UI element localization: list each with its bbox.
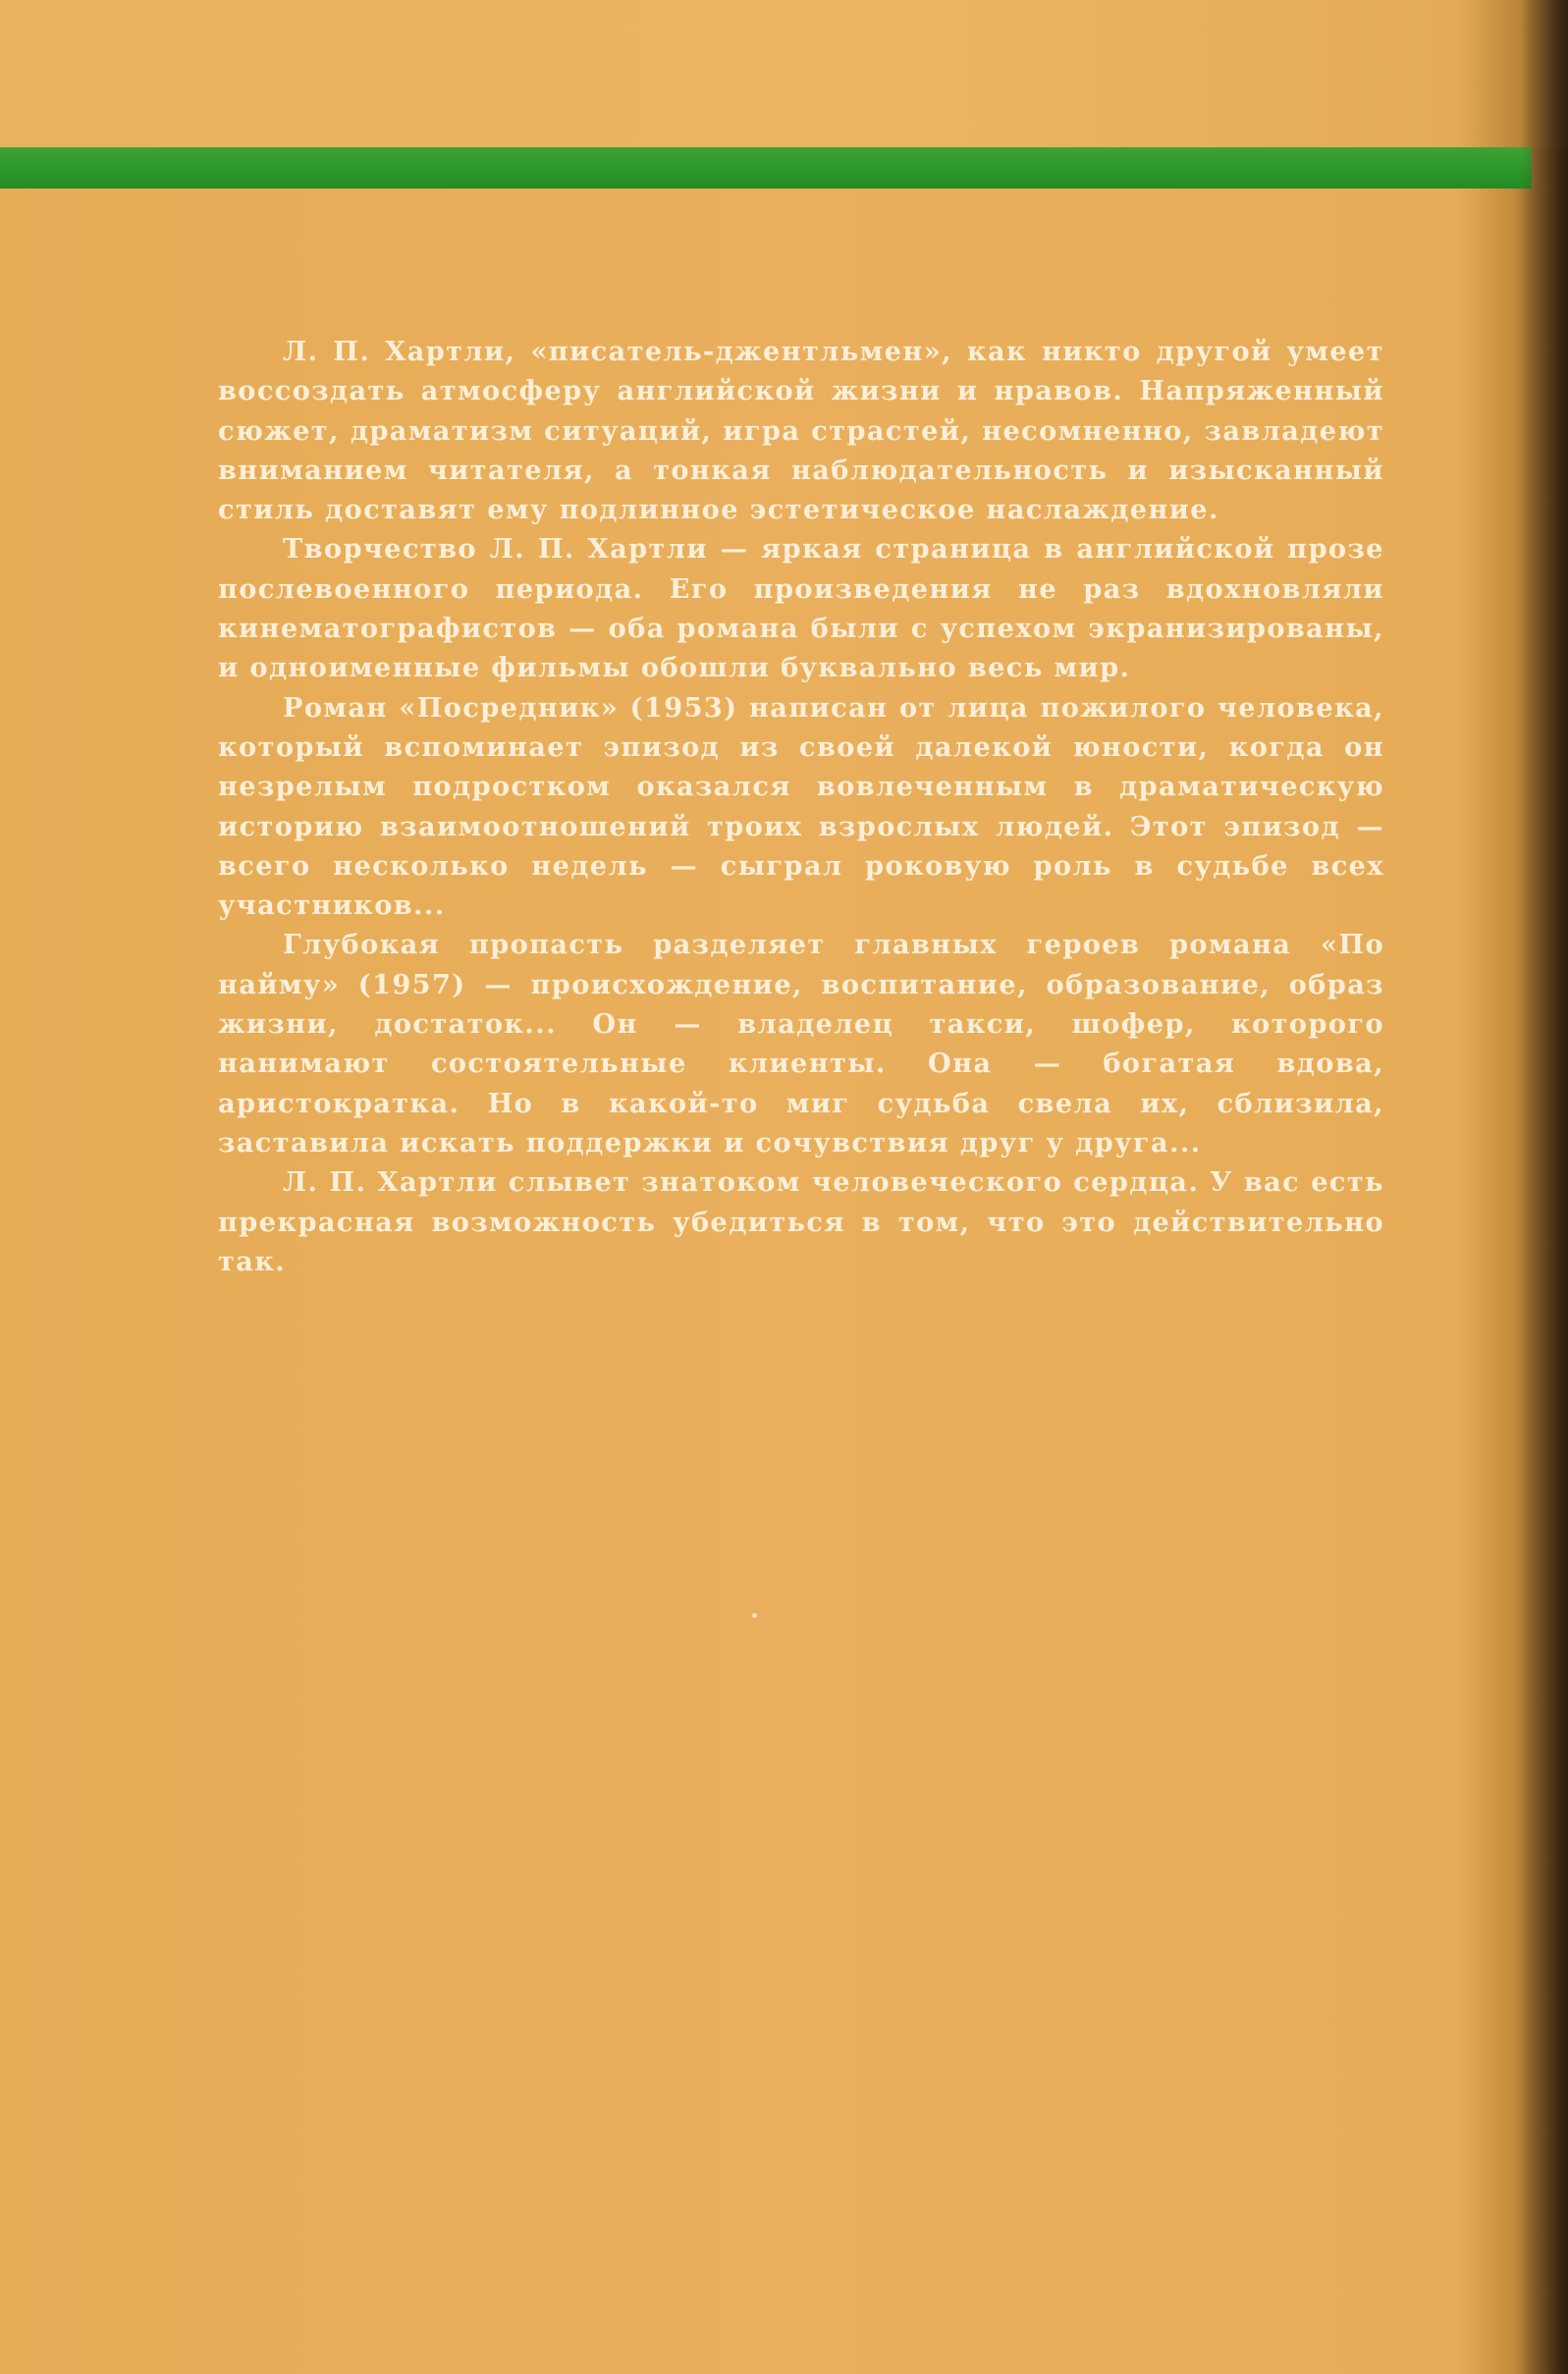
top-band <box>0 0 1568 147</box>
blurb-paragraph-intro: Л. П. Хартли, «писатель-джентльмен», как никто другой умеет воссоздать атмосферу английской жизни и нравов. Напряженный сюжет, драматизм ситуаций, игра страстей, несомненно, завладеют вниманием читателя, а тонкая наблюдательность и изысканный стиль доставят ему подлинное эстетическое наслаждение. <box>218 336 1384 526</box>
blurb-paragraph-oeuvre: Творчество Л. П. Хартли — яркая страница в английской прозе послевоенного периода. Его произведения не раз вдохновляли кинематографистов — оба романа были с успехом экранизированы, и одноименные фильмы обошли буквально весь мир. <box>218 533 1384 684</box>
blurb-paragraph-go-between: Роман «Посредник» (1953) написан от лица пожилого человека, который вспоминает эпизод из своей далекой юности, когда он незрелым подростком оказался вовлеченным в драматическую историю взаимоотношений троих взрослых людей. Этот эпизод — всего несколько недель — сыграл роковую роль в судьбе всех участников... <box>218 691 1384 922</box>
spine-shadow <box>1521 0 1568 2374</box>
decorative-dot <box>752 1613 757 1618</box>
green-accent-stripe <box>0 147 1532 189</box>
blurb-paragraph-conclusion: Л. П. Хартли слывет знатоком человеческого сердца. У вас есть прекрасная возможность убедиться в том, что это действительно так. <box>218 1166 1384 1277</box>
cover-blurb <box>218 332 1384 1281</box>
blurb-paragraph-hired: Глубокая пропасть разделяет главных героев романа «По найму» (1957) — происхождение, воспитание, образование, образ жизни, достаток... Он — владелец такси, шофер, которого нанимают состоятельные клиенты. Она — богатая вдова, аристократка. Но в какой-то миг судьба свела их, сблизила, заставила искать поддержки и сочувствия друг у друга... <box>218 929 1384 1159</box>
